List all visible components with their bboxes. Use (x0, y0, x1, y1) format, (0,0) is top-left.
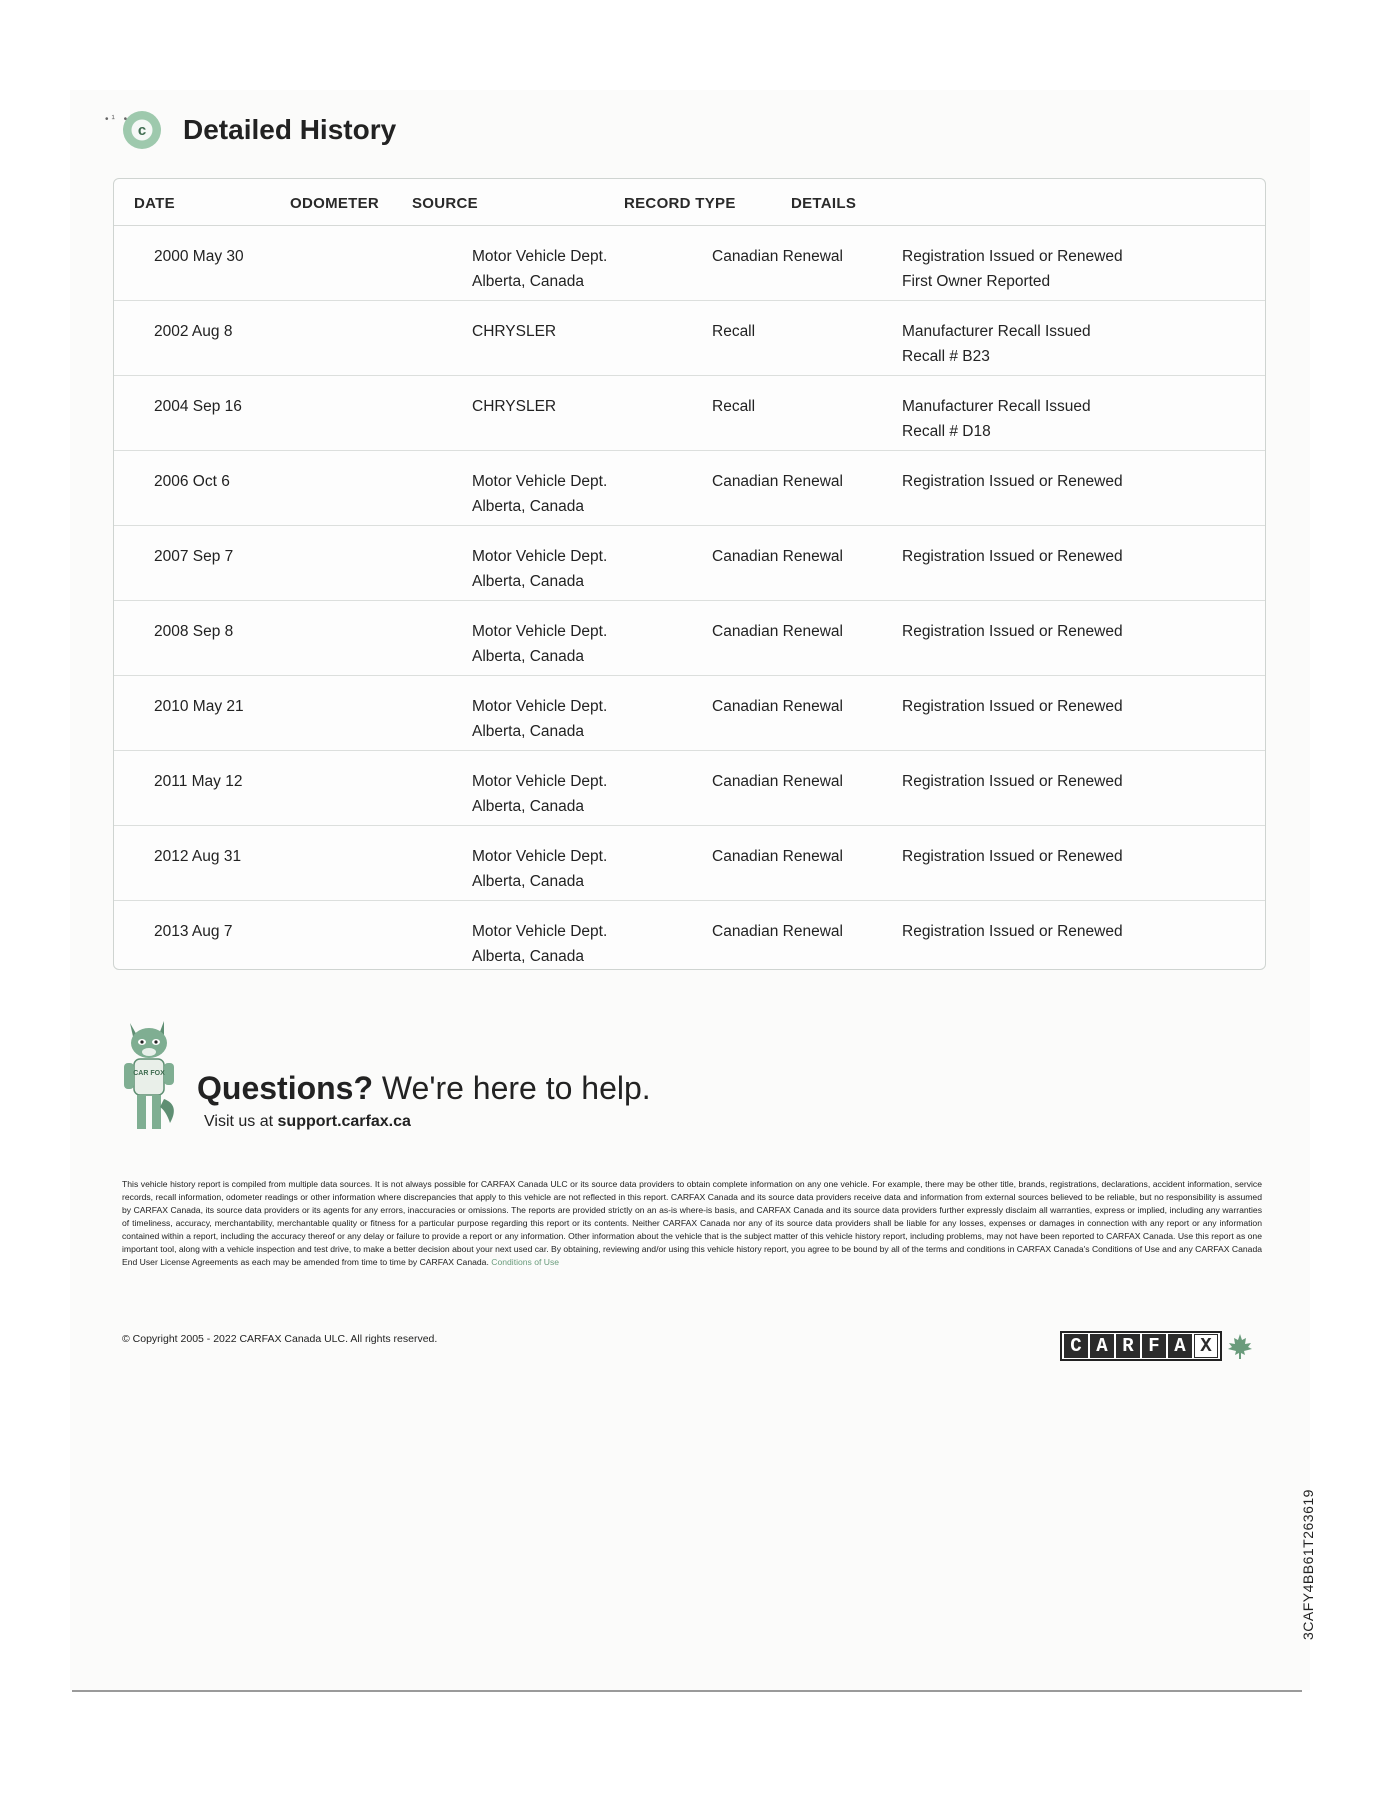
cell-details (902, 694, 1123, 719)
table-header (114, 179, 1265, 226)
cell-details-line: Registration Issued or Renewed (902, 548, 1123, 565)
cell-details-line: Manufacturer Recall Issued (902, 398, 1091, 415)
cell-date-line: 2007 Sep 7 (154, 548, 234, 565)
cell-source-line: Motor Vehicle Dept. (472, 848, 608, 865)
cell-source (472, 919, 607, 969)
help-visit-prefix: Visit us at (204, 1113, 278, 1130)
mascot-shirt-text: CAR FOX (133, 1070, 165, 1077)
help-title (197, 1070, 651, 1107)
cell-record-type (712, 394, 755, 419)
table-row (114, 601, 1265, 676)
cell-record-type-line: Recall (712, 398, 756, 415)
cell-source-line: Alberta, Canada (472, 648, 585, 665)
table-row (114, 826, 1265, 901)
cell-date-line: 2010 May 21 (154, 698, 244, 715)
carfax-logo-letters (1060, 1331, 1222, 1361)
cell-record-type (712, 544, 843, 569)
cell-date-line: 2006 Oct 6 (154, 473, 230, 490)
cell-details (902, 619, 1123, 644)
logo-letter: X (1194, 1334, 1218, 1358)
cell-source-line: Motor Vehicle Dept. (472, 773, 608, 790)
cell-source-line: Motor Vehicle Dept. (472, 248, 608, 265)
cell-source (472, 244, 607, 294)
table-row (114, 751, 1265, 826)
cell-details (902, 244, 1123, 294)
cell-source-line: Motor Vehicle Dept. (472, 623, 608, 640)
header-details: DETAILS (791, 195, 857, 212)
header-source: SOURCE (412, 195, 478, 212)
cell-source-line: Motor Vehicle Dept. (472, 923, 608, 940)
cell-date (154, 619, 233, 644)
header-odometer: ODOMETER (290, 195, 380, 212)
decorative-dots: •¹ • (105, 114, 131, 125)
table-row (114, 676, 1265, 751)
cell-date-line: 2008 Sep 8 (154, 623, 234, 640)
table-row (114, 526, 1265, 601)
help-section (120, 1015, 820, 1135)
header-record-type: RECORD TYPE (624, 195, 736, 212)
table-row (114, 376, 1265, 451)
cell-date (154, 244, 244, 269)
cell-record-type (712, 619, 843, 644)
table-row (114, 901, 1265, 975)
cell-details-line: Registration Issued or Renewed (902, 848, 1123, 865)
conditions-of-use-link[interactable]: Conditions of Use (491, 1257, 560, 1267)
disclaimer-text (122, 1178, 1262, 1269)
badge-letter: c (137, 121, 147, 139)
help-title-bold: Questions? (197, 1070, 374, 1106)
cell-date (154, 769, 242, 794)
cell-details-line: Registration Issued or Renewed (902, 773, 1123, 790)
table-row (114, 301, 1265, 376)
cell-details-line: Registration Issued or Renewed (902, 698, 1123, 715)
maple-leaf-icon (1226, 1332, 1254, 1360)
cell-date-line: 2002 Aug 8 (154, 323, 233, 340)
cell-details (902, 394, 1091, 444)
cell-date (154, 544, 233, 569)
cell-record-type (712, 769, 843, 794)
cell-details-line: Registration Issued or Renewed (902, 623, 1123, 640)
logo-letter: A (1168, 1334, 1192, 1358)
cell-record-type-line: Canadian Renewal (712, 698, 843, 715)
cell-source-line: Alberta, Canada (472, 948, 585, 965)
cell-record-type-line: Canadian Renewal (712, 773, 843, 790)
cell-record-type (712, 319, 755, 344)
history-table (113, 178, 1266, 970)
cell-date (154, 469, 230, 494)
support-link[interactable]: support.carfax.ca (277, 1113, 411, 1130)
cell-source (472, 319, 556, 344)
cell-date (154, 694, 244, 719)
logo-letter: F (1142, 1334, 1166, 1358)
cell-details (902, 919, 1123, 944)
cell-source-line: Alberta, Canada (472, 723, 585, 740)
cell-source (472, 769, 607, 819)
cell-details-line: Registration Issued or Renewed (902, 923, 1123, 940)
cell-source (472, 619, 607, 669)
cell-date-line: 2013 Aug 7 (154, 923, 233, 940)
cell-details-line: Registration Issued or Renewed (902, 248, 1123, 265)
table-body (114, 226, 1265, 975)
cell-source-line: Alberta, Canada (472, 798, 585, 815)
cell-record-type (712, 469, 843, 494)
cell-date (154, 319, 232, 344)
cell-date (154, 394, 242, 419)
cell-source-line: Alberta, Canada (472, 498, 585, 515)
cell-date-line: 2000 May 30 (154, 248, 244, 265)
table-row (114, 226, 1265, 301)
disclaimer-body: This vehicle history report is compiled from multiple data sources. It is not always possible for CARFAX Canada ULC or its source data providers to obtain complete information on any one vehicle. For example, there may be other title, brands, registrations, declarations, accident information, service records, recall information, odometer readings or other information where discrepancies that apply to this vehicle are not reflected in this report. CARFAX Canada and its source data providers receive data and information from external sources believed to be reliable, but no responsibility is assumed by CARFAX Canada, its source data providers or its agents for any errors, inaccuracies or omissions. The reports are provided strictly on an as-is where-is basis, and CARFAX Canada and its source data providers further expressly disclaim all warranties, express or implied, including any warranties of timeliness, accuracy, merchantability, merchantable quality or fitness for a particular purpose regarding this report or its contents. Neither CARFAX Canada nor any of its source data providers shall be liable for any losses, expenses or damages in connection with any report or any information contained within a report, including the accuracy thereof or any delay or failure to provide a report or any information. Other information about the vehicle that is the subject matter of this vehicle history report, including problems, may not have been reported to CARFAX Canada. Use this report as one important tool, along with a vehicle inspection and test drive, to make a better decision about your next used car. By obtaining, reviewing and/or using this vehicle history report, you agree to be bound by all of the terms and conditions in CARFAX Canada's Conditions of Use and any CARFAX Canada End User License Agreements as each may be amended from time to time by CARFAX Canada. (122, 1179, 1263, 1267)
cell-details-line: First Owner Reported (902, 273, 1051, 290)
help-title-rest: We're here to help. (373, 1070, 651, 1106)
cell-details (902, 319, 1091, 369)
cell-details (902, 769, 1123, 794)
cell-details (902, 544, 1123, 569)
section-header (105, 100, 396, 160)
cell-record-type-line: Canadian Renewal (712, 623, 843, 640)
cell-source-line: Alberta, Canada (472, 873, 585, 890)
cell-record-type-line: Canadian Renewal (712, 848, 843, 865)
header-date: DATE (134, 195, 175, 212)
cell-details-line: Registration Issued or Renewed (902, 473, 1123, 490)
page-bottom-edge (72, 1690, 1302, 1692)
cell-source (472, 694, 607, 744)
cell-source-line: CHRYSLER (472, 398, 557, 415)
cell-details-line: Recall # B23 (902, 348, 990, 365)
page-title: Detailed History (183, 114, 397, 145)
cell-details (902, 469, 1123, 494)
cell-source-line: Alberta, Canada (472, 573, 585, 590)
copyright: © Copyright 2005 - 2022 CARFAX Canada ULC. All rights reserved. (122, 1333, 438, 1345)
logo-letter: A (1090, 1334, 1114, 1358)
cell-date (154, 844, 241, 869)
cell-source (472, 844, 607, 894)
cell-source (472, 544, 607, 594)
cell-date-line: 2011 May 12 (154, 773, 243, 790)
cell-date-line: 2004 Sep 16 (154, 398, 242, 415)
cell-record-type (712, 694, 843, 719)
cell-source-line: Motor Vehicle Dept. (472, 473, 608, 490)
logo-letter: R (1116, 1334, 1140, 1358)
cell-date-line: 2012 Aug 31 (154, 848, 242, 865)
cell-record-type-line: Recall (712, 323, 756, 340)
cell-details-line: Manufacturer Recall Issued (902, 323, 1091, 340)
cell-record-type (712, 244, 843, 269)
cell-source (472, 469, 607, 519)
cell-details (902, 844, 1123, 869)
logo-letter: C (1064, 1334, 1088, 1358)
cell-record-type (712, 844, 843, 869)
cell-details-line: Recall # D18 (902, 423, 991, 440)
help-subtitle (204, 1113, 411, 1131)
cell-record-type (712, 919, 843, 944)
cell-source-line: Motor Vehicle Dept. (472, 548, 608, 565)
vin-number: 3CAFY4BB61T263619 (1300, 1489, 1316, 1640)
cell-source-line: CHRYSLER (472, 323, 557, 340)
cell-record-type-line: Canadian Renewal (712, 473, 843, 490)
table-row (114, 451, 1265, 526)
cell-record-type-line: Canadian Renewal (712, 548, 843, 565)
cell-record-type-line: Canadian Renewal (712, 248, 843, 265)
cell-record-type-line: Canadian Renewal (712, 923, 843, 940)
carfox-mascot-icon (120, 1015, 180, 1135)
cell-date (154, 919, 232, 944)
cell-source-line: Motor Vehicle Dept. (472, 698, 608, 715)
cell-source (472, 394, 556, 419)
cell-source-line: Alberta, Canada (472, 273, 585, 290)
carfax-logo (1060, 1331, 1254, 1361)
